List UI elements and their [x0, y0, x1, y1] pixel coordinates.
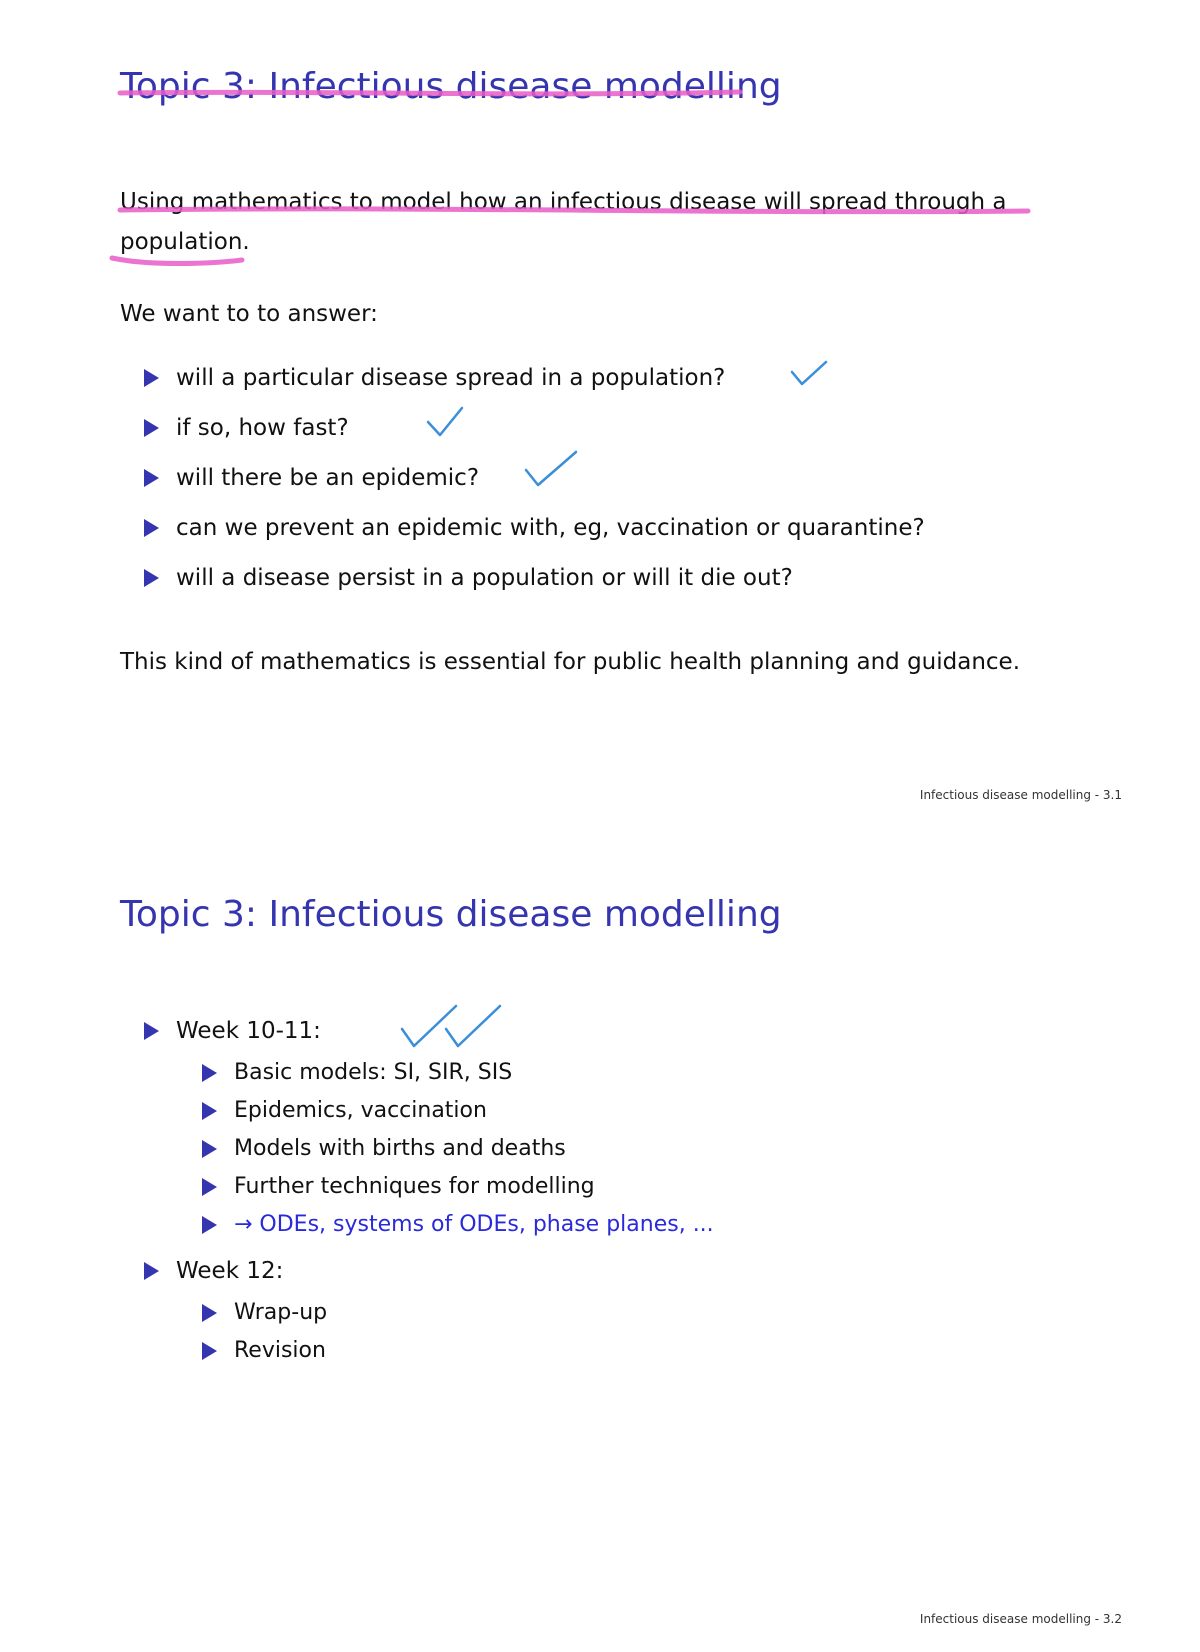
list-item: will a disease persist in a population or will it die out? [142, 553, 925, 603]
list-item: can we prevent an epidemic with, eg, vaccination or quarantine? [142, 503, 925, 553]
list-item [142, 1246, 283, 1296]
closing-statement: This kind of mathematics is essential for public health planning and guidance. [120, 649, 1021, 675]
slide-title: Topic 3: Infectious disease modelling [120, 66, 782, 107]
triangle-bullet-icon [202, 1102, 217, 1120]
triangle-bullet-icon [202, 1342, 217, 1360]
checkmark-icon [446, 1006, 500, 1046]
slide-footer: Infectious disease modelling - 3.2 [919, 1612, 1122, 1626]
intro-line-1: Using mathematics to model how an infectious disease will spread through a [120, 189, 1007, 215]
list-item: will a particular disease spread in a population? [142, 353, 925, 403]
triangle-bullet-icon [144, 419, 159, 437]
week-label: Week 12: [176, 1258, 284, 1284]
list-item: Revision [200, 1332, 327, 1370]
triangle-bullet-icon [202, 1140, 217, 1158]
list-item: Epidemics, vaccination [200, 1092, 714, 1130]
week-12-topics [200, 1294, 327, 1370]
list-item [142, 1006, 321, 1056]
question-list [142, 353, 925, 603]
list-item: Wrap-up [200, 1294, 327, 1332]
triangle-bullet-icon [144, 519, 159, 537]
triangle-bullet-icon [144, 569, 159, 587]
question-lead: We want to to answer: [120, 301, 378, 327]
triangle-bullet-icon [144, 469, 159, 487]
slide-title: Topic 3: Infectious disease modelling [120, 894, 782, 935]
triangle-bullet-icon [202, 1178, 217, 1196]
week-label: Week 10-11: [176, 1018, 321, 1044]
list-item: Basic models: SI, SIR, SIS [200, 1054, 714, 1092]
triangle-bullet-icon [144, 1262, 159, 1280]
checkmark-icon [402, 1006, 456, 1046]
week-10-11-list [142, 1006, 321, 1056]
slide-2 [0, 826, 1200, 1652]
slide-footer: Infectious disease modelling - 3.1 [919, 788, 1122, 802]
triangle-bullet-icon [202, 1304, 217, 1322]
week-10-11-topics [200, 1054, 714, 1244]
list-item: → ODEs, systems of ODEs, phase planes, ... [200, 1206, 714, 1244]
triangle-bullet-icon [202, 1216, 217, 1234]
list-item: will there be an epidemic? [142, 453, 925, 503]
list-item: if so, how fast? [142, 403, 925, 453]
list-item: Models with births and deaths [200, 1130, 714, 1168]
triangle-bullet-icon [144, 1022, 159, 1040]
list-item: Further techniques for modelling [200, 1168, 714, 1206]
intro-line-2: population. [120, 229, 250, 255]
week-12-list [142, 1246, 283, 1296]
triangle-bullet-icon [144, 369, 159, 387]
triangle-bullet-icon [202, 1064, 217, 1082]
